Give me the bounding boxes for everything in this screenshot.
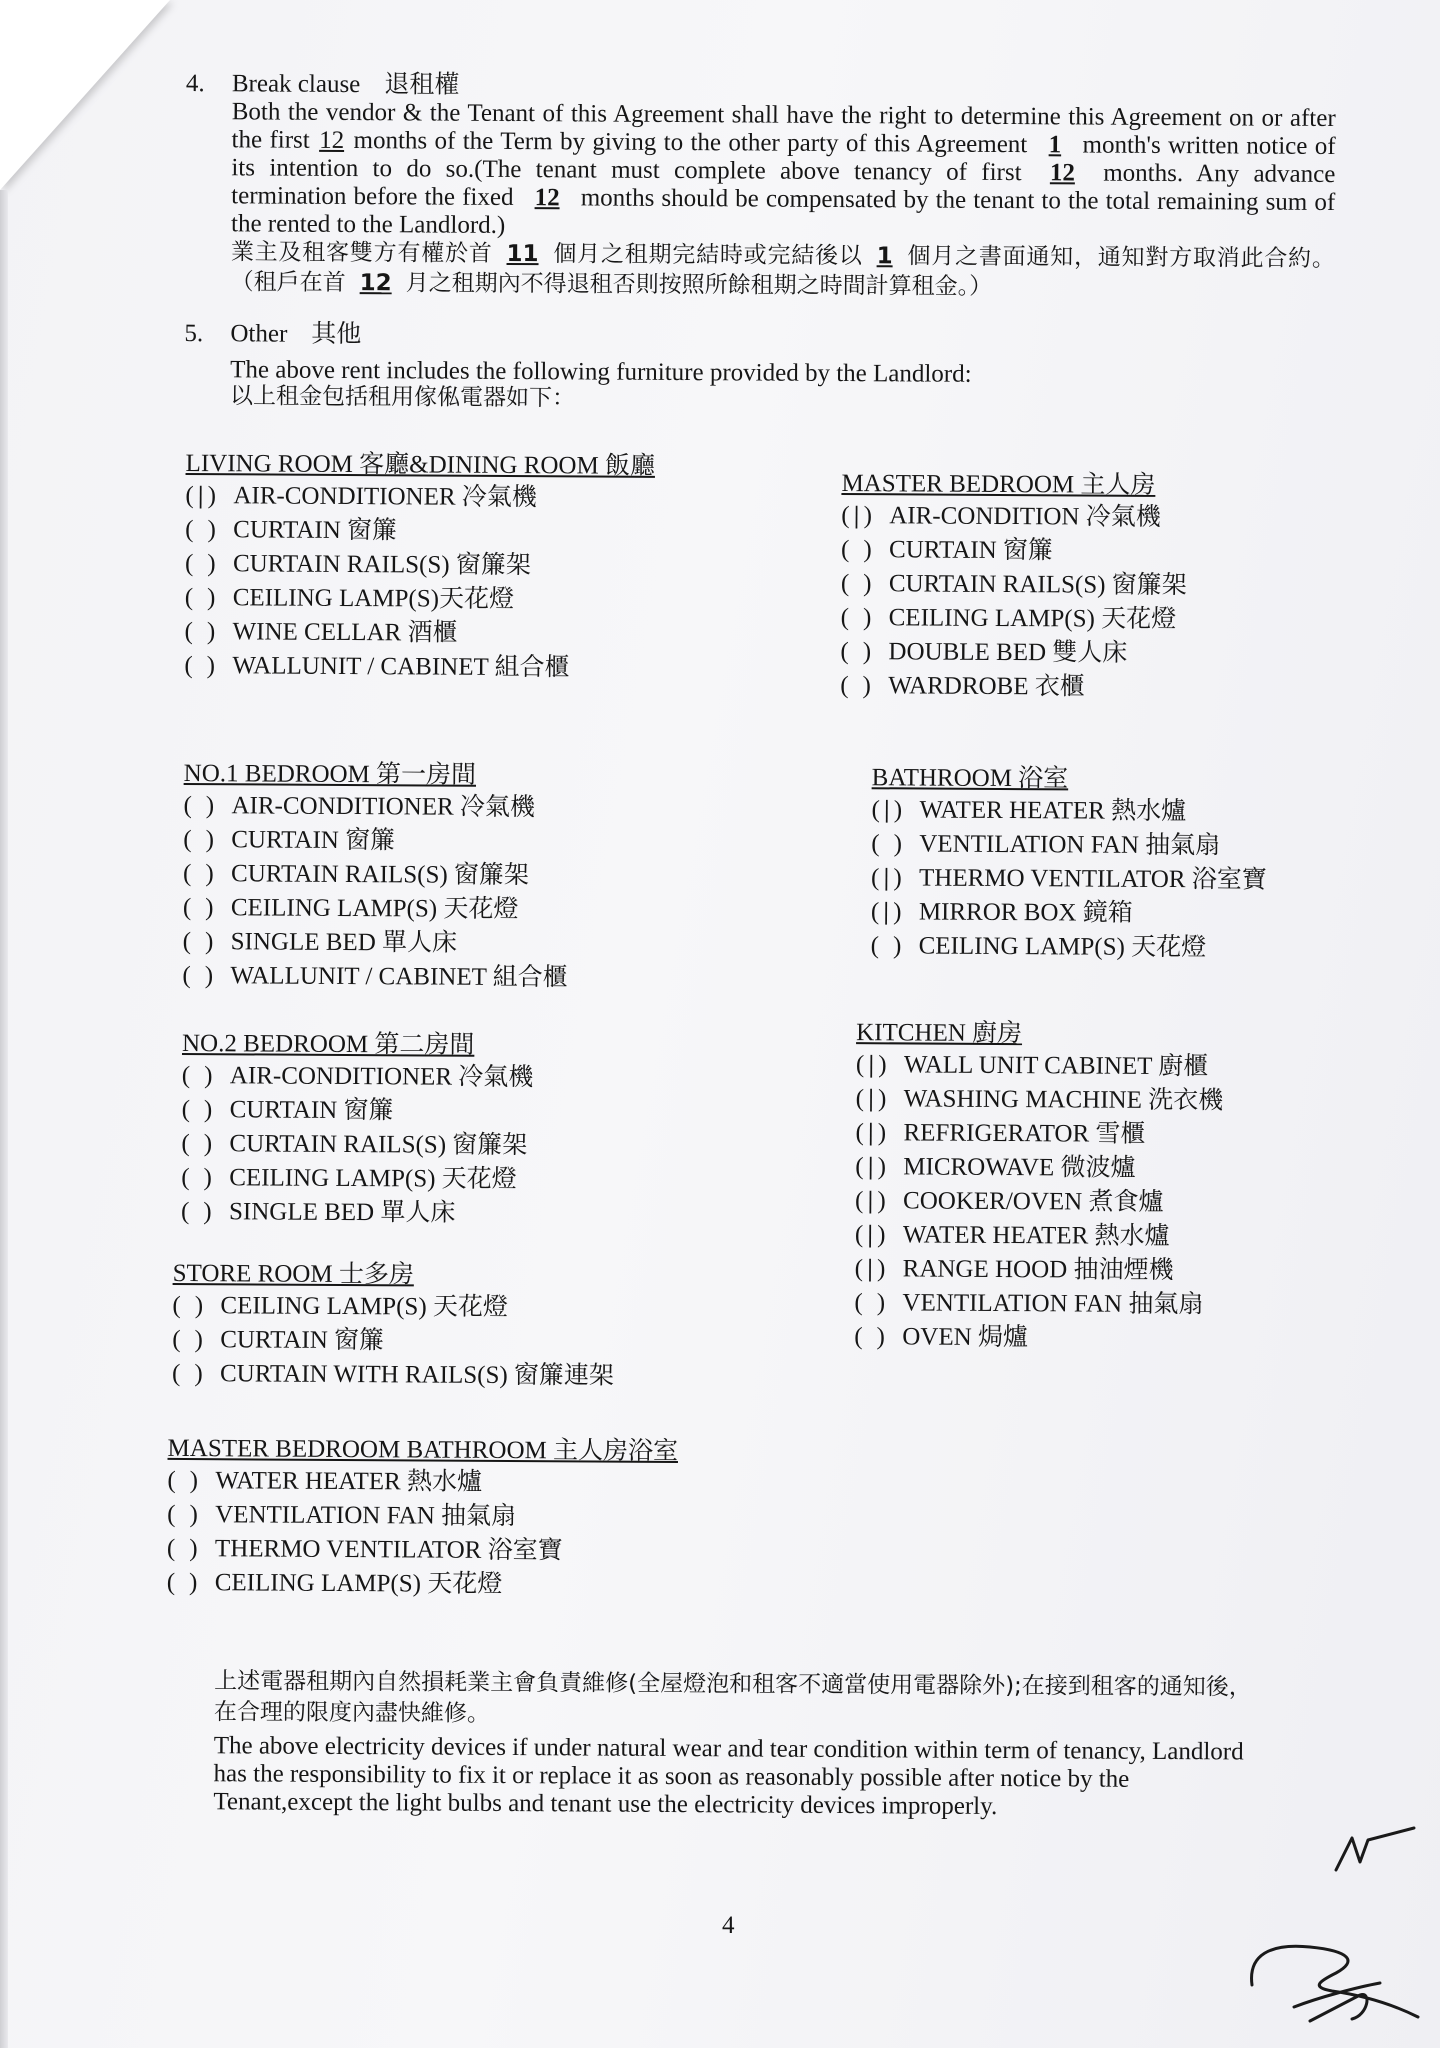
item-label: VENTILATION FAN 抽氣扇 [215, 1500, 517, 1530]
open-paren: ( [870, 931, 880, 959]
section-break-clause [185, 70, 1336, 305]
item-label: WATER HEATER 熱水爐 [919, 796, 1187, 825]
item-label: CURTAIN RAILS(S) 窗簾架 [888, 569, 1187, 599]
room-title: NO.1 BEDROOM 第一房間 [183, 759, 477, 789]
close-paren: ) [206, 617, 216, 645]
open-paren: ( [184, 651, 193, 679]
room-title: MASTER BEDROOM 主人房 [841, 469, 1156, 499]
clause-text-cn: 月之租期內不得退租否則按照所餘租期之時間計算租金。） [405, 270, 993, 300]
open-paren: ( [855, 1084, 865, 1112]
checklist-item [855, 1187, 1223, 1223]
item-label: CURTAIN RAILS(S) 窗簾架 [229, 1129, 528, 1159]
room-master-bathroom [167, 1434, 678, 1605]
tick-mark: | [853, 501, 860, 529]
checklist-item [871, 830, 1267, 866]
room-title: LIVING ROOM 客廳&DINING ROOM 飯廳 [185, 449, 656, 480]
checklist-item [183, 792, 568, 828]
open-paren: ( [184, 549, 194, 577]
maintenance-note-en: The above electricity devices if under natural wear and tear condition within term of tenancy, Landlord has the responsibility to fix it or replace it as soon as reasonably possible after notice by the Tenant,except the light bulbs and tenant use the electricity devices improperly. [213, 1731, 1244, 1820]
first-months-value: 12 [319, 126, 345, 154]
checkbox-parens [172, 1325, 220, 1353]
cn-notice-value: 1 [876, 243, 893, 270]
section-number: 4. [185, 70, 205, 98]
clause-text-cn: 業主及租客雙方有權於首 [230, 239, 493, 267]
checklist-item [871, 864, 1267, 900]
checklist-item [871, 932, 1267, 968]
checkbox-parens [182, 1062, 230, 1090]
open-paren: ( [166, 1568, 176, 1596]
tick-mark: | [883, 897, 890, 925]
item-label: WALLUNIT / CABINET 組合櫃 [230, 961, 568, 991]
checkbox-parens [167, 1534, 215, 1562]
close-paren: ) [189, 1500, 198, 1528]
checkbox-parens [167, 1568, 215, 1596]
close-paren: ) [207, 549, 216, 577]
checkbox-parens [184, 652, 232, 680]
checkbox-parens [855, 1153, 903, 1181]
open-paren: ( [181, 1129, 190, 1157]
checklist-item [182, 962, 567, 998]
item-label: CURTAIN RAILS(S) 窗簾架 [231, 859, 530, 889]
close-paren: ) [863, 501, 873, 529]
close-paren: ) [205, 859, 214, 887]
open-paren: ( [871, 829, 880, 857]
checklist-item [854, 1323, 1222, 1359]
close-paren: ) [877, 1118, 887, 1146]
contract-content [166, 70, 1336, 1823]
checkbox-parens [185, 550, 233, 578]
close-paren: ) [207, 515, 216, 543]
close-paren: ) [892, 931, 902, 959]
room-title: NO.2 BEDROOM 第二房間 [181, 1029, 475, 1059]
close-paren: ) [893, 897, 902, 925]
tick-mark: | [867, 1152, 874, 1180]
checklist-item [855, 1255, 1223, 1291]
item-label: CURTAIN 窗簾 [233, 515, 398, 544]
open-paren: ( [855, 1050, 865, 1078]
checklist-item [181, 1198, 533, 1234]
checkbox-parens [185, 584, 233, 612]
close-paren: ) [194, 1291, 204, 1319]
item-label: VENTILATION FAN 抽氣扇 [902, 1288, 1204, 1318]
close-paren: ) [204, 961, 214, 989]
checkbox-parens [871, 796, 919, 824]
item-label: RANGE HOOD 抽油煙機 [902, 1254, 1174, 1284]
close-paren: ) [207, 481, 217, 509]
checkbox-parens [167, 1500, 215, 1528]
open-paren: ( [870, 863, 880, 891]
item-label: SINGLE BED 單人床 [228, 1197, 456, 1227]
open-paren: ( [171, 1359, 181, 1387]
checklist-item [185, 584, 655, 621]
item-label: AIR-CONDITION 冷氣機 [889, 501, 1161, 531]
checkbox-parens [856, 1051, 904, 1079]
open-paren: ( [166, 1534, 176, 1562]
open-paren: ( [172, 1291, 181, 1319]
room-store [172, 1259, 615, 1396]
checkbox-parens [855, 1255, 903, 1283]
item-label: SINGLE BED 單人床 [230, 927, 458, 957]
close-paren: ) [862, 637, 872, 665]
checklist-item [856, 1085, 1224, 1121]
item-label: CURTAIN RAILS(S) 窗簾架 [232, 549, 531, 579]
checkbox-parens [172, 1291, 220, 1319]
checklist-item [167, 1500, 678, 1537]
item-label: CEILING LAMP(S) 天花燈 [214, 1568, 503, 1598]
checklist-item [172, 1325, 614, 1362]
open-paren: ( [855, 1118, 864, 1146]
room-bedroom-2 [181, 1030, 534, 1234]
checklist-item [184, 652, 654, 689]
checkbox-parens [183, 928, 231, 956]
open-paren: ( [167, 1500, 176, 1528]
signature-mark [1240, 1925, 1430, 2035]
checkbox-parens [855, 1187, 903, 1215]
page-number: 4 [722, 1912, 735, 1939]
open-paren: ( [167, 1466, 176, 1494]
initials-mark [1330, 1810, 1420, 1890]
item-label: REFRIGERATOR 雪櫃 [903, 1118, 1146, 1148]
checkbox-parens [841, 502, 889, 530]
open-paren: ( [181, 1163, 190, 1191]
item-label: CURTAIN 窗簾 [229, 1095, 394, 1124]
fixed-months-value: 12 [534, 184, 560, 212]
checkbox-parens [183, 826, 231, 854]
open-paren: ( [182, 927, 192, 955]
close-paren: ) [189, 1534, 198, 1562]
item-label: AIR-CONDITIONER 冷氣機 [233, 481, 537, 511]
item-label: AIR-CONDITIONER 冷氣機 [231, 791, 536, 821]
open-paren: ( [855, 1186, 864, 1214]
checklist-item [841, 570, 1187, 606]
checkbox-parens [167, 1466, 215, 1494]
close-paren: ) [877, 1084, 887, 1112]
close-paren: ) [205, 825, 215, 853]
close-paren: ) [878, 1050, 887, 1078]
open-paren: ( [183, 791, 192, 819]
open-paren: ( [840, 603, 850, 631]
checkbox-parens [854, 1289, 902, 1317]
clause-text-cn: 個月之租期完結時或完結後以 [552, 241, 863, 270]
close-paren: ) [205, 791, 215, 819]
checklist-item [841, 604, 1187, 640]
checklist-item [840, 638, 1186, 674]
item-label: CEILING LAMP(S) 天花燈 [229, 1163, 517, 1193]
close-paren: ) [893, 829, 903, 857]
close-paren: ) [204, 1061, 213, 1089]
open-paren: ( [180, 1197, 190, 1225]
checklist-item [182, 1062, 534, 1098]
item-label: VENTILATION FAN 抽氣扇 [919, 830, 1221, 859]
checklist-item [172, 1359, 614, 1396]
checklist-item [185, 482, 655, 519]
item-label: CEILING LAMP(S) 天花燈 [888, 603, 1177, 633]
clause-text: month's written notice of its intention to do so.(The tenant must complete above tenancy of first [231, 131, 1336, 187]
checklist-item [855, 1153, 1223, 1189]
checkbox-parens [183, 792, 231, 820]
close-paren: ) [862, 671, 871, 699]
item-label: WASHING MACHINE 洗衣機 [903, 1084, 1224, 1114]
checkbox-parens [871, 864, 919, 892]
open-paren: ( [855, 1152, 864, 1180]
close-paren: ) [203, 1163, 212, 1191]
close-paren: ) [206, 651, 216, 679]
open-paren: ( [182, 961, 191, 989]
item-label: CURTAIN WITH RAILS(S) 窗簾連架 [219, 1359, 615, 1390]
open-paren: ( [870, 897, 880, 925]
open-paren: ( [184, 617, 193, 645]
checkbox-parens [854, 1323, 902, 1351]
item-label: DOUBLE BED 雙人床 [888, 637, 1128, 667]
item-label: CURTAIN 窗簾 [889, 535, 1054, 564]
open-paren: ( [854, 1254, 864, 1282]
tick-mark: | [883, 795, 890, 823]
item-label: AIR-CONDITIONER 冷氣機 [229, 1061, 534, 1091]
tick-mark: | [868, 1084, 874, 1112]
checkbox-parens [185, 482, 233, 510]
tick-mark: | [883, 863, 890, 891]
checkbox-parens [871, 898, 919, 926]
checkbox-parens [185, 516, 233, 544]
checkbox-parens [181, 1130, 229, 1158]
open-paren: ( [181, 1061, 191, 1089]
checklist-item [183, 860, 568, 896]
room-bathroom [871, 764, 1268, 968]
checkbox-parens [172, 1359, 220, 1387]
open-paren: ( [184, 583, 194, 611]
close-paren: ) [203, 1129, 213, 1157]
room-living [184, 450, 655, 689]
checklist-item [172, 1291, 614, 1328]
item-label: WATER HEATER 熱水爐 [902, 1220, 1170, 1250]
checkbox-parens [855, 1119, 903, 1147]
room-title: KITCHEN 廚房 [856, 1018, 1023, 1047]
checklist-item [871, 898, 1267, 934]
checklist-item [855, 1119, 1223, 1155]
checklist-item [181, 1164, 533, 1200]
tick-mark: | [867, 1254, 873, 1282]
clause-text: months should be compensated by the tenant to the total remaining sum of the rented to the Landlord.) [230, 184, 1336, 239]
close-paren: ) [877, 1152, 887, 1180]
open-paren: ( [840, 569, 850, 597]
room-bedroom-1 [182, 760, 569, 998]
checkbox-parens [841, 570, 889, 598]
cn-fixed-value: 12 [359, 269, 392, 297]
close-paren: ) [194, 1359, 203, 1387]
checkbox-parens [183, 860, 231, 888]
close-paren: ) [876, 1254, 886, 1282]
checklist-item [181, 1130, 533, 1166]
checklist-item [167, 1568, 678, 1605]
checkbox-parens [840, 638, 888, 666]
open-paren: ( [841, 535, 850, 563]
item-label: CEILING LAMP(S) 天花燈 [230, 893, 519, 923]
checklist-item [185, 516, 655, 553]
close-paren: ) [893, 863, 902, 891]
page-edge [0, 190, 8, 2048]
close-paren: ) [862, 603, 872, 631]
checkbox-parens [871, 932, 919, 960]
room-master-bedroom [840, 470, 1187, 708]
clause-text-cn: 個月之書面通知，通知對方取消此合約。（租戶在首 [230, 243, 1335, 296]
tick-mark: | [867, 1220, 874, 1248]
furniture-checklist [166, 449, 1333, 1637]
cn-months-value: 11 [506, 240, 539, 268]
checklist-item [185, 550, 655, 587]
checklist-item [183, 928, 568, 964]
section-title: Break clause [231, 70, 361, 99]
close-paren: ) [207, 583, 216, 611]
item-label: CEILING LAMP(S) 天花燈 [220, 1291, 509, 1321]
checklist-item [854, 1289, 1222, 1325]
tenancy-months-value: 12 [1049, 159, 1076, 187]
checklist-item [841, 502, 1187, 538]
open-paren: ( [181, 1095, 191, 1123]
tick-mark: | [868, 1050, 875, 1078]
checkbox-parens [840, 672, 888, 700]
checkbox-parens [855, 1221, 903, 1249]
open-paren: ( [840, 637, 849, 665]
close-paren: ) [863, 569, 872, 597]
open-paren: ( [871, 795, 880, 823]
checklist-item [184, 618, 654, 655]
open-paren: ( [185, 515, 194, 543]
section-other [184, 320, 1335, 417]
open-paren: ( [183, 859, 192, 887]
item-label: WALLUNIT / CABINET 組合櫃 [232, 651, 570, 681]
checkbox-parens [181, 1198, 229, 1226]
break-clause-chinese [231, 238, 1335, 305]
checklist-item [840, 672, 1186, 708]
item-label: COOKER/OVEN 煮食爐 [903, 1186, 1164, 1216]
checklist-item [871, 796, 1267, 832]
item-label: WATER HEATER 熱水爐 [215, 1466, 483, 1496]
checkbox-parens [181, 1164, 229, 1192]
tick-mark: | [197, 481, 204, 509]
checkbox-parens [841, 604, 889, 632]
item-label: MIRROR BOX 鏡箱 [918, 898, 1133, 927]
close-paren: ) [877, 1220, 886, 1248]
item-label: MICROWAVE 微波爐 [903, 1152, 1136, 1182]
tick-mark: | [867, 1186, 874, 1214]
open-paren: ( [185, 481, 194, 509]
open-paren: ( [841, 501, 850, 529]
open-paren: ( [854, 1220, 864, 1248]
item-label: WINE CELLAR 酒櫃 [232, 617, 458, 647]
close-paren: ) [204, 927, 214, 955]
item-label: OVEN 焗爐 [902, 1322, 1029, 1351]
close-paren: ) [203, 1197, 212, 1225]
item-label: WARDROBE 衣櫃 [888, 671, 1085, 701]
close-paren: ) [189, 1466, 199, 1494]
checkbox-parens [182, 962, 230, 990]
close-paren: ) [893, 795, 903, 823]
section-number: 5. [184, 319, 204, 347]
checklist-item [183, 826, 568, 862]
close-paren: ) [189, 1568, 198, 1596]
close-paren: ) [205, 893, 214, 921]
item-label: WALL UNIT CABINET 廚櫃 [903, 1050, 1209, 1080]
close-paren: ) [877, 1186, 886, 1214]
close-paren: ) [876, 1288, 886, 1316]
close-paren: ) [194, 1325, 203, 1353]
clause-text: months. Any advance termination before the fixed [231, 159, 1336, 212]
room-title: MASTER BEDROOM BATHROOM 主人房浴室 [167, 1434, 679, 1465]
close-paren: ) [863, 535, 872, 563]
break-clause-english [231, 98, 1336, 245]
furniture-intro-cn: 以上租金包括租用傢俬電器如下： [229, 383, 576, 412]
checkbox-parens [182, 1096, 230, 1124]
item-label: CURTAIN 窗簾 [220, 1325, 385, 1354]
item-label: THERMO VENTILATOR 浴室寶 [214, 1534, 563, 1564]
checklist-item [855, 1221, 1223, 1257]
room-title: BATHROOM 浴室 [871, 763, 1069, 792]
close-paren: ) [876, 1322, 886, 1350]
furniture-intro: The above rent includes the following furniture provided by the Landlord: [230, 356, 972, 388]
checklist-item [183, 894, 568, 930]
clause-text: Both the vendor & the Tenant of this Agreement shall have the right to determine this Agreement on or after the first [231, 98, 1336, 154]
section-title-cn: 退租權 [384, 71, 460, 99]
checklist-item [167, 1534, 678, 1571]
open-paren: ( [854, 1288, 863, 1316]
item-label: THERMO VENTILATOR 浴室寶 [918, 864, 1267, 894]
open-paren: ( [172, 1325, 181, 1353]
checkbox-parens [856, 1085, 904, 1113]
clause-text: months of the Term by giving to the other party of this Agreement [353, 127, 1028, 159]
checklist-item [856, 1051, 1224, 1087]
open-paren: ( [182, 893, 192, 921]
notice-months-value: 1 [1048, 131, 1062, 159]
section-title-cn: 其他 [311, 320, 362, 348]
maintenance-notes [213, 1666, 1264, 1823]
item-label: CEILING LAMP(S) 天花燈 [918, 932, 1207, 961]
checkbox-parens [183, 894, 231, 922]
checkbox-parens [871, 830, 919, 858]
checkbox-parens [184, 618, 232, 646]
room-title: STORE ROOM 士多房 [172, 1259, 414, 1288]
maintenance-note-cn: 上述電器租期內自然損耗業主會負責維修(全屋燈泡和租客不適當使用電器除外);在接到租客的通知後，在合理的限度內盡快維修。 [213, 1667, 1252, 1727]
close-paren: ) [203, 1095, 213, 1123]
item-label: CEILING LAMP(S)天花燈 [232, 583, 515, 613]
checklist-item [167, 1466, 678, 1503]
open-paren: ( [840, 671, 849, 699]
tick-mark: | [868, 1118, 874, 1146]
checkbox-parens [841, 536, 889, 564]
checklist-item [182, 1096, 534, 1132]
item-label: CURTAIN 窗簾 [231, 825, 396, 854]
room-kitchen [854, 1019, 1223, 1359]
section-title: Other [230, 320, 288, 348]
open-paren: ( [854, 1322, 863, 1350]
checklist-item [841, 536, 1187, 572]
page-fold [0, 0, 170, 190]
open-paren: ( [183, 825, 192, 853]
section-heading [230, 320, 1334, 355]
